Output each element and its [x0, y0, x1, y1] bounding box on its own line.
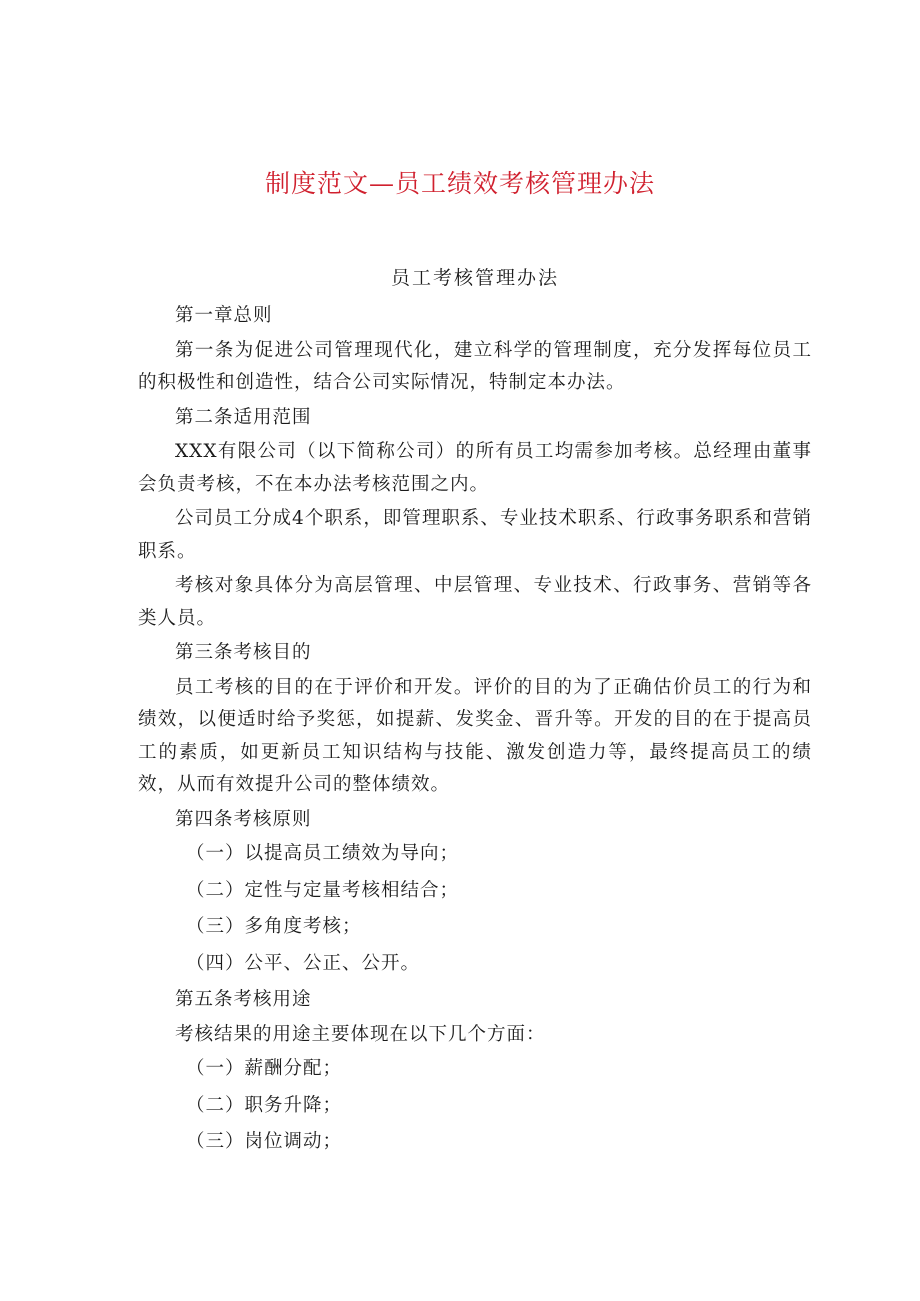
list-item: （一）薪酬分配； — [186, 1058, 343, 1079]
list-item: （一）以提高员工绩效为导向； — [186, 843, 460, 864]
article-heading: 第四条考核原则 — [175, 808, 312, 830]
list-item: （二）定性与定量考核相结合； — [186, 879, 460, 901]
paragraph: XXX有限公司（以下简称公司）的所有员工均需参加考核。总经理由董事会负责考核，不在本办法考核范围之内。 — [138, 441, 812, 495]
chapter-heading: 第一章总则 — [175, 305, 273, 326]
document-subtitle: 员工考核管理办法 — [390, 267, 559, 289]
paragraph: 公司员工分成4个职系，即管理职系、专业技术职系、行政事务职系和营销职系。 — [138, 508, 812, 562]
document-body — [138, 300, 812, 1163]
paragraph: 考核对象具体分为高层管理、中层管理、专业技术、行政事务、营销等各类人员。 — [138, 575, 812, 629]
article-heading: 第二条适用范围 — [175, 406, 312, 428]
list-item: （二）职务升降； — [186, 1094, 343, 1116]
list-item: （四）公平、公正、公开。 — [186, 952, 421, 974]
paragraph: 员工考核的目的在于评价和开发。评价的目的为了正确估价员工的行为和绩效，以便适时给予奖惩，如提薪、发奖金、晋升等。开发的目的在于提高员工的素质，如更新员工知识结构与技能、激发创造力等，最终提高员工的绩效，从而有效提升公司的整体绩效。 — [138, 676, 812, 795]
article-heading: 第三条考核目的 — [175, 642, 312, 663]
list-item: （三）多角度考核； — [186, 916, 362, 937]
list-item: （三）岗位调动； — [186, 1131, 343, 1152]
paragraph: 第一条为促进公司管理现代化，建立科学的管理制度，充分发挥每位员工的积极性和创造性，结合公司实际情况，特制定本办法。 — [138, 339, 812, 393]
article-heading: 第五条考核用途 — [175, 989, 312, 1010]
paragraph: 考核结果的用途主要体现在以下几个方面： — [175, 1023, 546, 1045]
document-title: 制度范文—员工绩效考核管理办法 — [264, 169, 655, 198]
